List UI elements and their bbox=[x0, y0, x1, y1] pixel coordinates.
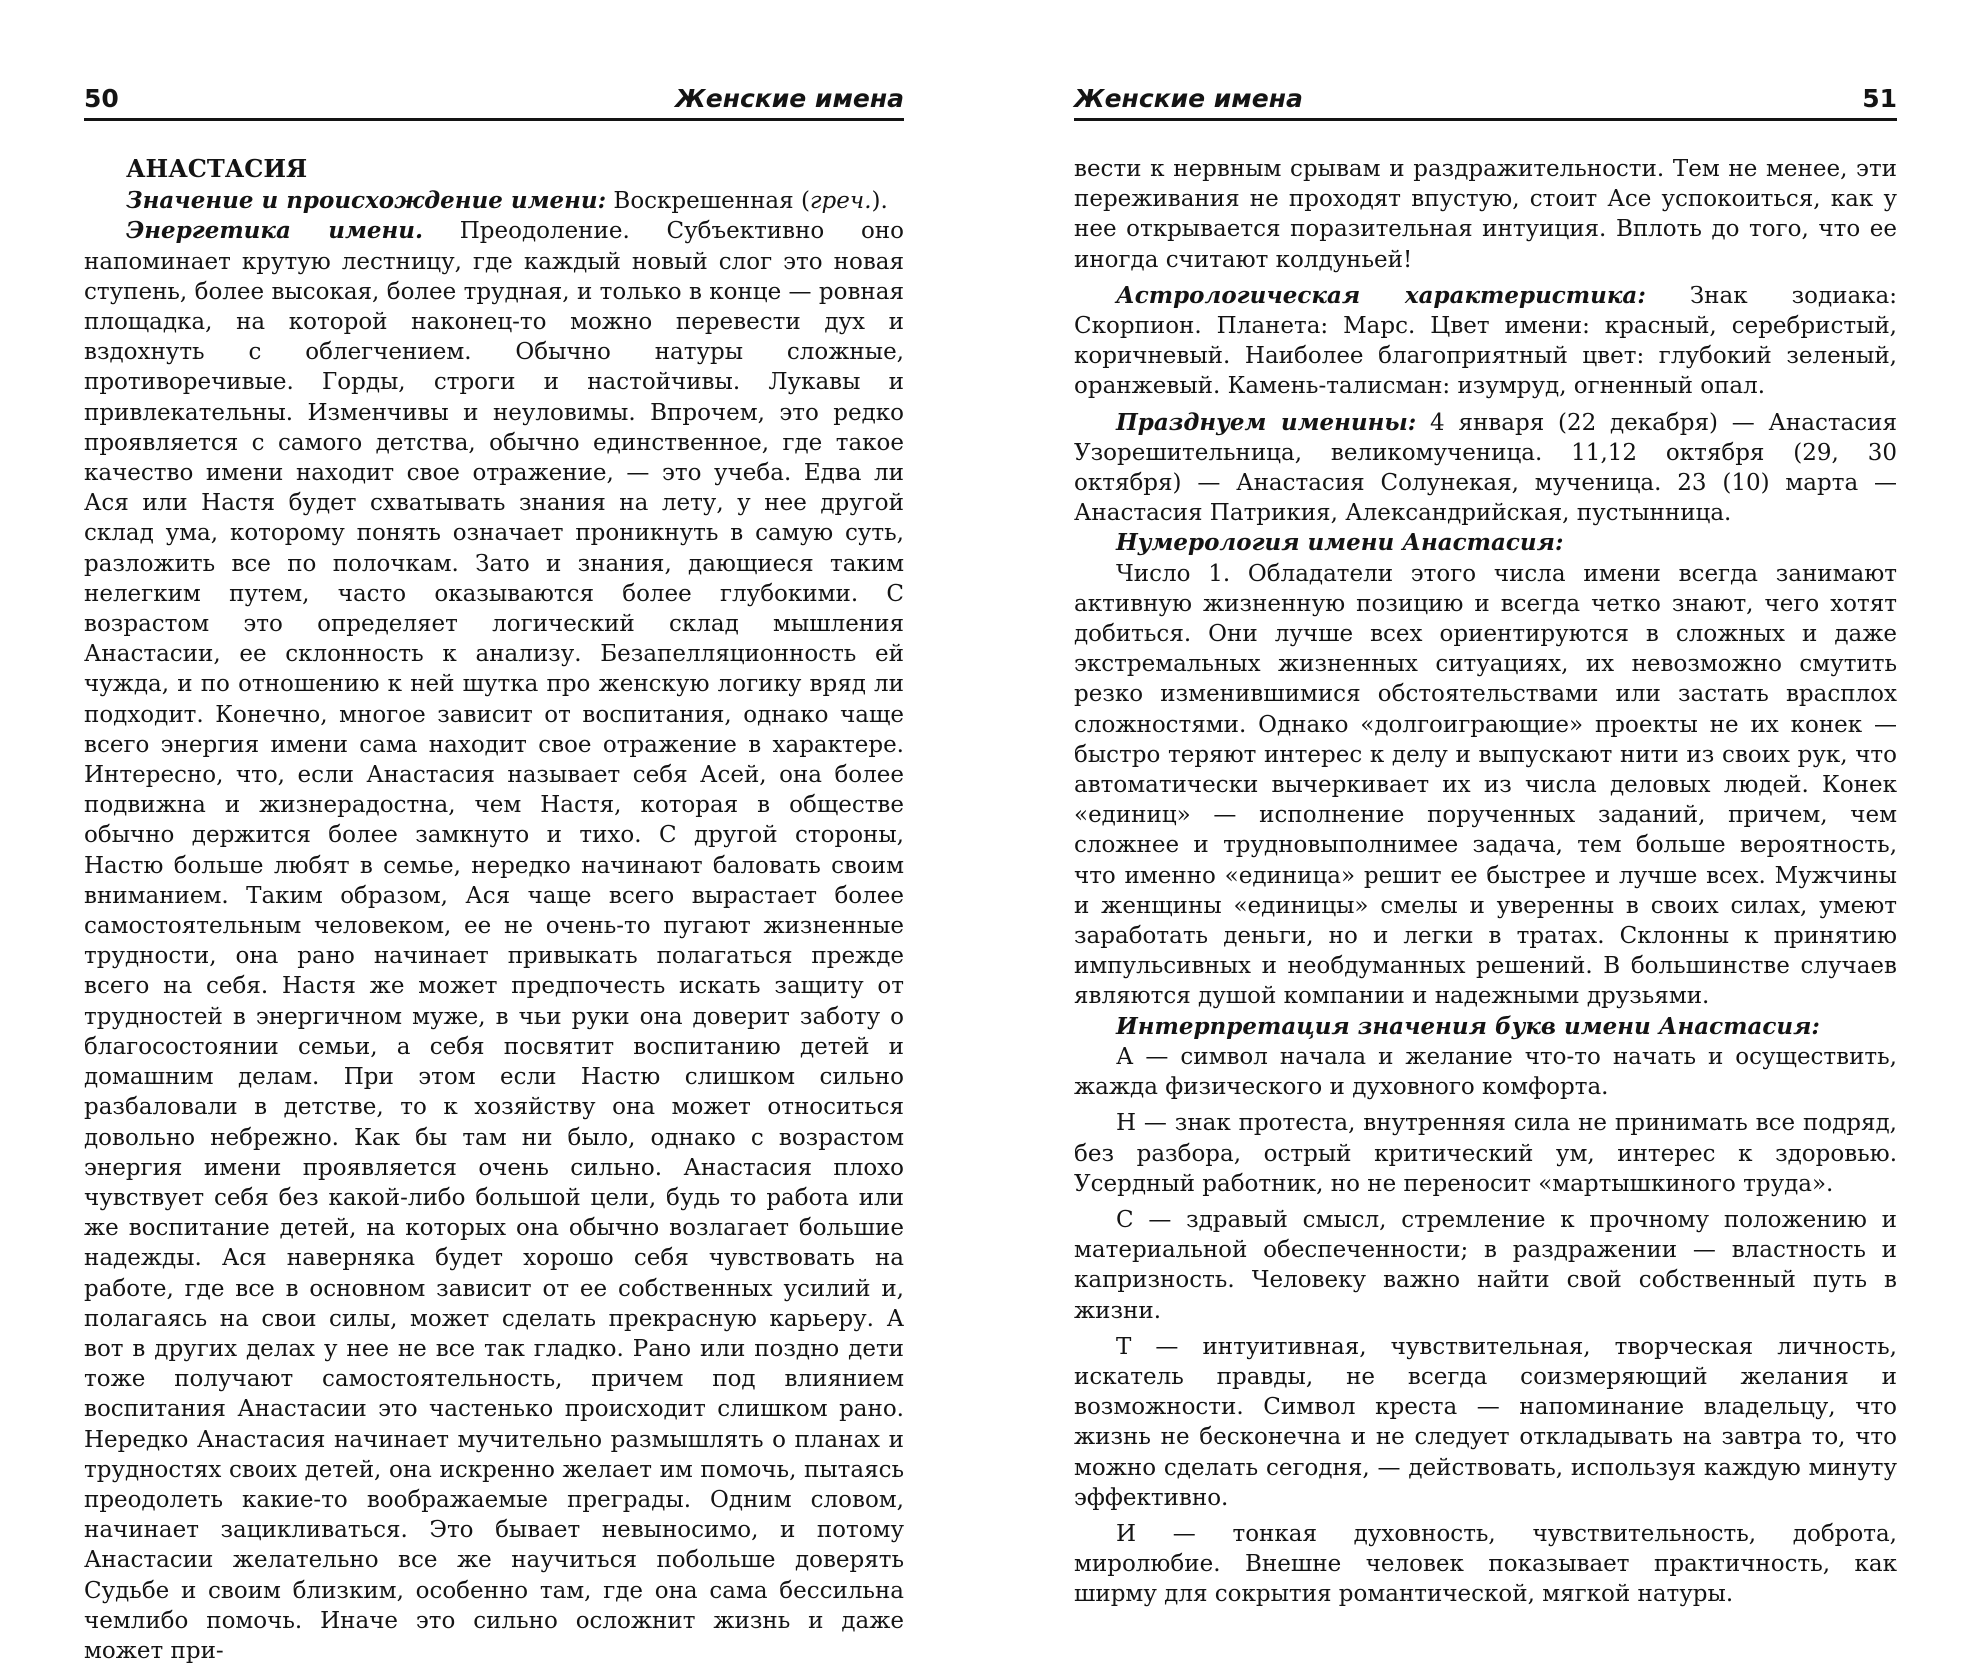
letter-paragraph: Т — интуитивная, чувствительная, творческая личность, искатель правды, не всегда соизмеряющий желания и возможности. Символ креста — напоминание владельцу, что жизнь не бесконечна и не следует откладывать на завтра то, что можно сделать сегодня, — действовать, используя каждую минуту эффективно. bbox=[1074, 1333, 1897, 1511]
numerology-label: Нумерология имени Анастасия: bbox=[1116, 529, 1564, 557]
astrology-label: Астрологическая характеристика: bbox=[1116, 281, 1646, 309]
letter-paragraph: Н — знак протеста, внутренняя сила не принимать все подряд, без разбора, острый критический ум, интерес к здоровью. Усердный работник, но не переносит «мартышкиного труда». bbox=[1074, 1110, 1897, 1197]
left-page bbox=[0, 0, 983, 1664]
energy-text: Преодоление. Субъективно оно напоминает крутую лестницу, где каждый новый слог это новая ступень, более высокая, более трудная, и только в конце — ровная площадка, на которой наконец-то можно перевести дух и вздохнуть с облегчением. Обычно натуры сложные, противоречивые. Горды, строги и настойчивы. Лукавы и привлекательны. Изменчивы и неуловимы. Впрочем, это редко проявляется с самого детства, обычно единственное, где такое качество имени находит свое отражение, — это учеба. Едва ли Ася или Настя будет схватывать знания на лету, у нее другой склад ума, которому понять означает проникнуть в самую суть, разложить все по полочкам. Зато и знания, дающиеся таким нелегким путем, часто оказываются более глубокими. С возрастом это определяет логический склад мышления Анастасии, ее склонность к анализу. Безапелляционность ей чужда, и по отношению к ней шутка про женскую логику вряд ли подходит. Конечно, многое зависит от воспитания, однако чаще всего энергия имени сама находит свое отражение в характере. Интересно, что, если Анастасия называет себя Асей, она более подвижна и жизнерадостна, чем Настя, которая в обществе обычно держится более замкнуто и тихо. С другой стороны, Настю больше любят в семье, нередко начинают баловать своим вниманием. Таким образом, Ася чаще всего вырастает более самостоятельным человеком, ее не очень-то пугают жизненные трудности, она рано начинает привыкать полагаться прежде всего на себя. Настя же может предпочесть искать защиту от трудностей в энергичном муже, в чьи руки она доверит заботу о благосостоянии семьи, а себя посвятит воспитанию детей и домашним делам. При этом если Настю слишком сильно разбаловали в детстве, то к хозяйству она может относиться довольно небрежно. Как бы там ни было, однако с возрастом энергия имени проявляется очень сильно. Анастасия плохо чувствует себя без какой-либо большой цели, будь то работа или же воспитание детей, на которых она обычно возлагает большие надежды. Ася наверняка будет хорошо себя чувствовать на работе, где все в основном зависит от ее собственных усилий и, полагаясь на свои силы, может сделать прекрасную карьеру. А вот в других делах у нее не все так гладко. Рано или поздно дети тоже получают самостоятельность, причем под влиянием воспитания Анастасии это частенько происходит слишком рано. Нередко Анастасия начинает мучительно размышлять о планах и трудностях своих детей, она искренно желает им помочь, пытаясь преодолеть какие-то воображаемые преграды. Одним словом, начинает зацикливаться. Это бывает невыносимо, и потому Анастасии желательно все же научиться побольше доверять Судьбе и своим близким, особенно там, где она сама бессильна чемлибо помочь. Иначе это сильно осложнит жизнь и даже может при- bbox=[84, 218, 904, 1664]
right-page bbox=[983, 0, 1966, 1608]
letters-heading bbox=[1074, 1012, 1897, 1042]
entry-heading: АНАСТАСИЯ bbox=[126, 154, 308, 183]
continuation-paragraph: вести к нервным срывам и раздражительности. Тем не менее, эти переживания не проходят впустую, стоит Асе успокоиться, как у нее открывается поразительная интуиция. Вплоть до того, что ее иногда считают колдуньей! bbox=[1074, 156, 1897, 273]
numerology-heading bbox=[1074, 528, 1897, 558]
right-page-body bbox=[1074, 154, 1897, 1610]
left-page-body bbox=[84, 154, 904, 1666]
meaning-end: ). bbox=[871, 188, 888, 215]
nameday-paragraph bbox=[1074, 408, 1897, 529]
page-number: 50 bbox=[84, 84, 119, 113]
astrology-text: Знак зодиака: Скорпион. Планета: Марс. Цвет имени: красный, серебристый, коричневый. Наиболее благоприятный цвет: глубокий зеленый, оранжевый. Камень-талисман: изумруд, огненный опал. bbox=[1074, 282, 1897, 400]
nameday-label: Празднуем именины: bbox=[1116, 408, 1417, 436]
right-page-header bbox=[1074, 78, 1897, 121]
meaning-paragraph bbox=[84, 186, 904, 216]
nameday-text: 4 января (22 декабря) — Анастасия Узорешительница, великомученица. 11,12 октября (29, 30 октября) — Анастасия Солунекая, мученица. 23 (10) марта — Анастасия Патрикия, Александрийская, пустынница. bbox=[1074, 409, 1897, 527]
page-number: 51 bbox=[1862, 84, 1897, 113]
running-title: Женские имена bbox=[675, 84, 904, 113]
energy-paragraph bbox=[84, 216, 904, 1666]
letter-paragraph: А — символ начала и желание что-то начать и осуществить, жажда физического и духовного комфорта. bbox=[1074, 1043, 1897, 1101]
left-page-header bbox=[84, 78, 904, 121]
numerology-paragraph: Число 1. Обладатели этого числа имени всегда занимают активную жизненную позицию и всегда четко знают, чего хотят добиться. Они лучше всех ориентируются в сложных и даже экстремальных жизненных ситуациях, их невозможно смутить резко изменившимися обстоятельствами или застать врасплох сложностями. Однако «долгоиграющие» проекты не их конек — быстро теряют интерес к делу и выпускают нити из своих рук, что автоматически вычеркивает их из числа деловых людей. Конек «единиц» — исполнение порученных заданий, причем, чем сложнее и трудновыполнимее задача, тем больше вероятность, что именно «единица» решит ее быстрее и лучше всех. Мужчины и женщины «единицы» смелы и уверенны в своих силах, умеют заработать деньги, но и легки в тратах. Склонны к принятию импульсивных и необдуманных решений. В большинстве случаев являются душой компании и надежными друзьями. bbox=[1074, 560, 1897, 1010]
meaning-text: Воскрешенная ( bbox=[606, 188, 810, 215]
letter-paragraph: С — здравый смысл, стремление к прочному положению и материальной обеспеченности; в раздражении — властность и капризность. Человеку важно найти свой собственный путь в жизни. bbox=[1074, 1206, 1897, 1324]
meaning-label: Значение и происхождение имени: bbox=[126, 187, 607, 215]
astrology-paragraph bbox=[1074, 281, 1897, 402]
letter-paragraph: И — тонкая духовность, чувствительность, доброта, миролюбие. Внешне человек показывает практичность, как ширму для сокрытия романтической, мягкой натуры. bbox=[1074, 1520, 1897, 1608]
running-title: Женские имена bbox=[1074, 84, 1303, 113]
letters-label: Интерпретация значения букв имени Анастасия: bbox=[1116, 1012, 1820, 1040]
energy-label: Энергетика имени. bbox=[126, 217, 423, 245]
meaning-language: греч. bbox=[809, 188, 872, 215]
